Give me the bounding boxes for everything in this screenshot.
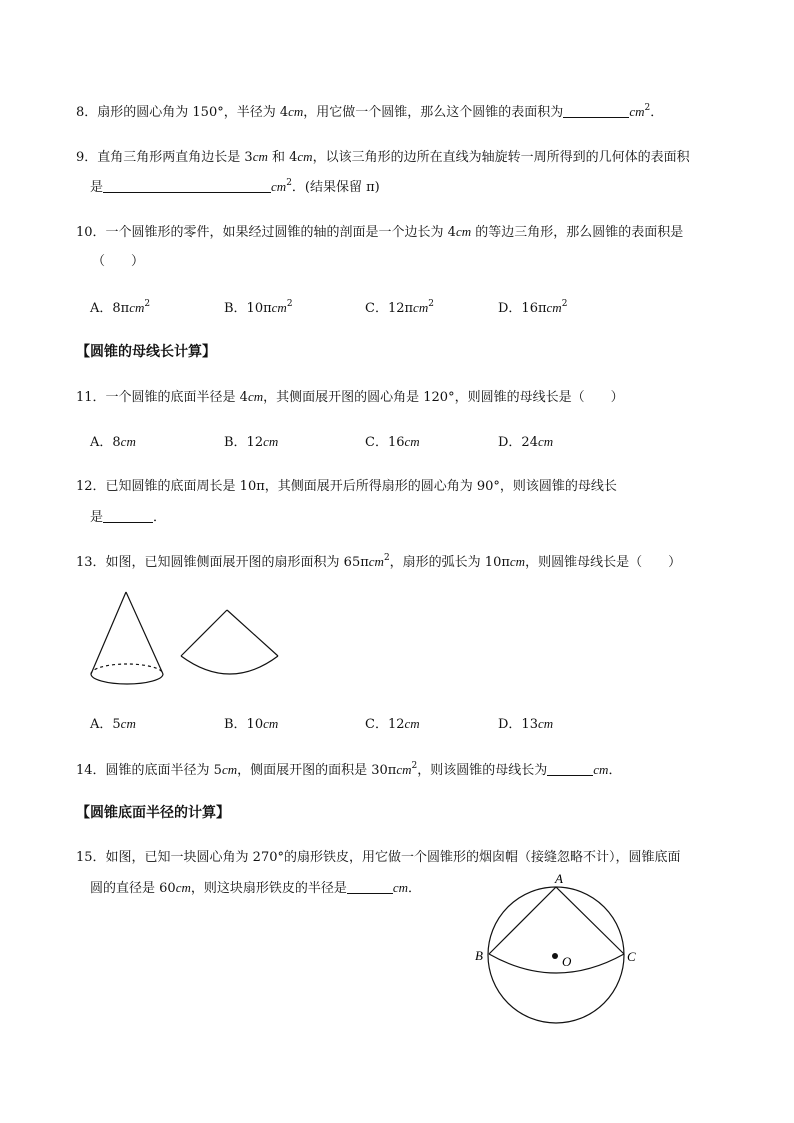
question-9-line1 bbox=[76, 148, 690, 167]
segment-ac bbox=[556, 887, 624, 954]
question-11 bbox=[76, 388, 624, 407]
q15-line2-b: ，则这块扇形铁皮的半径是 bbox=[190, 881, 347, 896]
q14-unit1: cm bbox=[221, 762, 238, 777]
q8-text: 8．扇形的圆心角为 150°，半径为 4 bbox=[76, 105, 289, 120]
q11-text-b: ，其侧面展开图的圆心角是 120°，则圆锥的母线长是（ ） bbox=[263, 390, 624, 405]
q8-sup: 2 bbox=[644, 103, 651, 113]
q15-answer-blank[interactable] bbox=[347, 879, 393, 894]
option-sup: 2 bbox=[144, 299, 151, 309]
option-unit: cm bbox=[537, 716, 554, 731]
sector-figure bbox=[181, 610, 278, 674]
question-10-line1 bbox=[76, 223, 683, 242]
q9-sup: 2 bbox=[286, 178, 292, 188]
sector-left-radius bbox=[181, 610, 227, 656]
q11-option-a[interactable] bbox=[90, 433, 136, 452]
q9-unit-end: cm bbox=[271, 179, 287, 194]
q13-unit1: cm bbox=[368, 554, 384, 569]
q8-unit: cm bbox=[288, 104, 304, 119]
label-o: O bbox=[562, 954, 572, 969]
question-10-line2 bbox=[92, 253, 144, 271]
q12-line2-a: 是 bbox=[90, 510, 104, 525]
q13-option-d[interactable] bbox=[498, 715, 553, 734]
option-sup: 2 bbox=[561, 299, 568, 309]
cone-right-edge bbox=[126, 592, 163, 674]
q12-text: 12．已知圆锥的底面周长是 10π，其侧面展开后所得扇形的圆心角为 90°，则该圆锥的母线长 bbox=[76, 479, 617, 494]
option-label: B．10 bbox=[224, 717, 264, 732]
cone-left-edge bbox=[91, 592, 126, 674]
q15-unit: cm bbox=[175, 880, 191, 895]
question-8 bbox=[76, 103, 663, 122]
option-label: B．12 bbox=[224, 435, 264, 450]
option-unit: cm bbox=[537, 434, 554, 449]
q13-unit2: cm bbox=[509, 554, 526, 569]
q14-unit2: cm bbox=[396, 762, 412, 777]
option-sup: 2 bbox=[286, 299, 293, 309]
q9-text-c: ，以该三角形的边所在直线为轴旋转一周所得到的几何体的表面积 bbox=[312, 150, 690, 165]
option-unit: cm bbox=[404, 716, 420, 731]
q13-sup: 2 bbox=[383, 553, 390, 563]
label-c: C bbox=[627, 949, 636, 964]
q10-option-c[interactable] bbox=[365, 299, 434, 318]
option-unit: cm bbox=[413, 300, 429, 315]
option-unit: cm bbox=[404, 434, 420, 449]
q9-line2-a: 是 bbox=[90, 180, 104, 195]
q11-option-c[interactable] bbox=[365, 433, 420, 452]
question-12-line1 bbox=[76, 478, 617, 496]
q15-tail: ． bbox=[408, 881, 422, 896]
option-label: C．12 bbox=[365, 717, 405, 732]
q11-unit: cm bbox=[247, 389, 264, 404]
sector-arc bbox=[181, 656, 278, 674]
option-unit: cm bbox=[271, 300, 287, 315]
q15-unit-end: cm bbox=[392, 880, 409, 895]
q8-unit-end: cm bbox=[629, 104, 645, 119]
q15-figure bbox=[470, 868, 650, 1033]
q10-option-b[interactable] bbox=[224, 299, 293, 318]
cone-figure bbox=[91, 592, 163, 684]
q13-figure bbox=[84, 588, 294, 698]
q13-text-a: 13．如图，已知圆锥侧面展开图的扇形面积为 65π bbox=[76, 555, 369, 570]
q15-text: 15．如图，已知一块圆心角为 270°的扇形铁皮，用它做一个圆锥形的烟囱帽（接缝忽略不计），圆锥底面 bbox=[76, 850, 681, 865]
q13-option-b[interactable] bbox=[224, 715, 278, 734]
option-label: B．10π bbox=[224, 301, 272, 316]
question-9-line2 bbox=[90, 178, 380, 197]
q10-option-d[interactable] bbox=[498, 299, 567, 318]
q14-sup: 2 bbox=[411, 761, 418, 771]
q15-line2-a: 圆的直径是 60 bbox=[90, 881, 176, 896]
q8-answer-blank[interactable] bbox=[563, 103, 629, 118]
q10-text-b: 的等边三角形，那么圆锥的表面积是 bbox=[471, 225, 684, 240]
cone-base-back bbox=[91, 664, 163, 674]
q10-option-a[interactable] bbox=[90, 299, 150, 318]
q8-tail: ． bbox=[650, 105, 664, 120]
q13-option-a[interactable] bbox=[90, 715, 136, 734]
q11-option-b[interactable] bbox=[224, 433, 278, 452]
option-unit: cm bbox=[546, 300, 562, 315]
q10-unit: cm bbox=[455, 224, 472, 239]
q12-answer-blank[interactable] bbox=[103, 508, 153, 523]
q11-option-d[interactable] bbox=[498, 433, 553, 452]
q14-unit-end: cm bbox=[593, 762, 609, 777]
option-unit: cm bbox=[120, 716, 136, 731]
q14-answer-blank[interactable] bbox=[547, 761, 593, 776]
q10-answer-paren: （ ） bbox=[92, 254, 145, 269]
question-13 bbox=[76, 553, 681, 572]
option-unit: cm bbox=[129, 300, 145, 315]
option-label: D．16π bbox=[498, 301, 547, 316]
option-label: D．24 bbox=[498, 435, 538, 450]
q9-unit-b: cm bbox=[297, 149, 313, 164]
q13-text-c: ，则圆锥母线长是（ ） bbox=[525, 555, 682, 570]
label-a: A bbox=[555, 871, 563, 886]
option-unit: cm bbox=[120, 434, 136, 449]
q14-text-b: ，侧面展开图的面积是 30π bbox=[237, 763, 397, 778]
q8-text2: ，用它做一个圆锥，那么这个圆锥的表面积为 bbox=[303, 105, 564, 120]
question-14 bbox=[76, 761, 621, 780]
option-label: C．12π bbox=[365, 301, 414, 316]
q9-answer-blank[interactable] bbox=[103, 178, 271, 193]
q14-text-a: 14．圆锥的底面半径为 5 bbox=[76, 763, 222, 778]
label-b: B bbox=[475, 948, 483, 963]
option-label: A．8 bbox=[90, 435, 121, 450]
sector-right-radius bbox=[227, 610, 278, 656]
option-sup: 2 bbox=[428, 299, 434, 309]
q9-text-b: 和 4 bbox=[267, 150, 298, 165]
q12-line2-b: ． bbox=[153, 510, 167, 525]
option-unit: cm bbox=[263, 434, 279, 449]
q9-text-a: 9．直角三角形两直角边长是 3 bbox=[76, 150, 253, 165]
option-label: A．5 bbox=[90, 717, 121, 732]
option-label: C．16 bbox=[365, 435, 405, 450]
option-label: D．13 bbox=[498, 717, 538, 732]
center-point bbox=[552, 953, 558, 959]
q11-text-a: 11．一个圆锥的底面半径是 4 bbox=[76, 390, 248, 405]
section-heading-base-radius: 【圆锥底面半径的计算】 bbox=[76, 805, 230, 821]
q13-option-c[interactable] bbox=[365, 715, 420, 734]
q10-text-a: 10．一个圆锥形的零件，如果经过圆锥的轴的剖面是一个边长为 4 bbox=[76, 225, 456, 240]
question-15-line2 bbox=[90, 879, 421, 898]
segment-ab bbox=[489, 887, 556, 954]
option-unit: cm bbox=[263, 716, 279, 731]
question-12-line2 bbox=[90, 508, 166, 527]
section-heading-slant-height: 【圆锥的母线长计算】 bbox=[76, 344, 216, 360]
q14-text-c: ，则该圆锥的母线长为 bbox=[417, 763, 548, 778]
option-label: A．8π bbox=[90, 301, 130, 316]
q13-text-b: ，扇形的弧长为 10π bbox=[389, 555, 510, 570]
q14-tail: ． bbox=[608, 763, 622, 778]
question-15-line1 bbox=[76, 849, 681, 867]
q9-unit-a: cm bbox=[252, 149, 268, 164]
cone-base-front bbox=[91, 674, 163, 684]
q9-line2-b: ．(结果保留 π) bbox=[291, 180, 380, 195]
